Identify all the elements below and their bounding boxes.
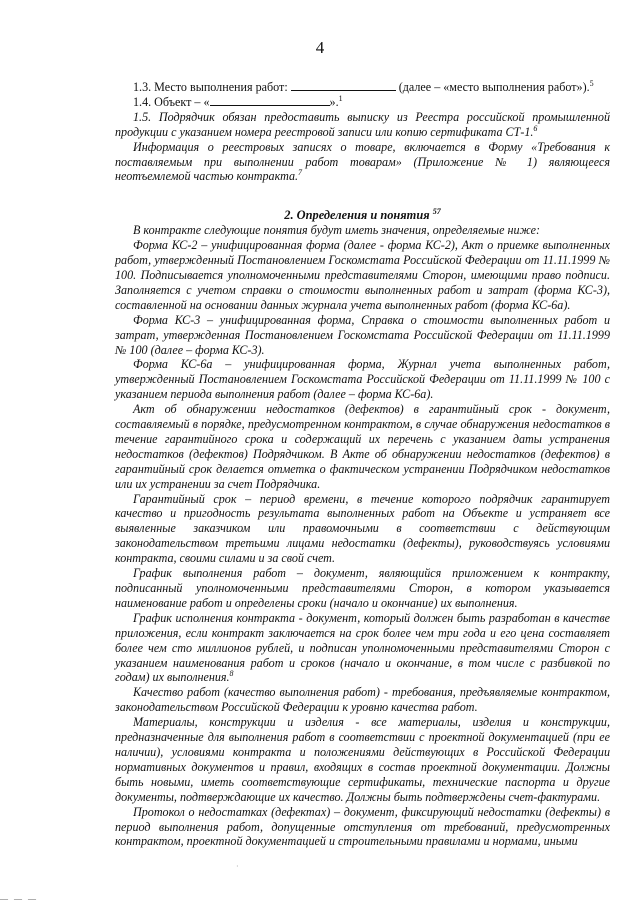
footnote-ref: 1	[338, 93, 343, 103]
section-heading: 2. Определения и понятия $^{57}$	[284, 207, 441, 223]
footnote-ref: 7	[298, 168, 303, 178]
definition-materials: Материалы, конструкции и изделия - все материалы, изделия и конструкции, предназначенные для выполнения работ в соответствии с проектной документацией (при ее наличии), условиями контракта и положениями действующих в Российской Федерации нормативных документов и правил, входящих в состав проектной документации. Должны быть новыми, иметь соответствующие сертификаты, технические паспорта и другие документы, подтверждающие их качество. Должны быть подтверждены счет-фактурами.	[115, 715, 610, 804]
footnote-ref: 57	[432, 207, 441, 217]
footer-dot: ·	[236, 862, 239, 871]
definition-defects-act: Акт об обнаружении недостатков (дефектов) в гарантийный срок - документ, составляемый в порядке, предусмотренном контрактом, в случае обнаружения недостатков в течение гарантийного срока и содержащий их перечень с указанием даты устранения недостатков (дефектов) Подрядчиком. В Акте об обнаружении недостатков (дефектов) в гарантийный срок делается отметка о фактическом устранении Подрядчиком недостатков или их устранении за счет Подрядчика.	[115, 402, 610, 491]
footer-marks: — — —	[0, 894, 38, 903]
footnote-ref: 8	[229, 669, 234, 679]
clause-1-4: 1.4. Объект – « ».$^1$	[133, 93, 343, 109]
clause-1-3: 1.3. Место выполнения работ: (далее – «место выполнения работ»).$^5$	[133, 78, 594, 94]
place-blank-line	[291, 80, 396, 91]
definition-quality: Качество работ (качество выполнения работ) - требования, предъявляемые контрактом, законодательством Российской Федерации к уровню качества работ.	[115, 685, 610, 715]
document-body	[115, 80, 610, 849]
definition-ks6a: Форма КС-6а – унифицированная форма, Журнал учета выполненных работ, утвержденный Постановлением Госкомстата Российской Федерации от 11.11.1999 № 100 с указанием периода выполнения работ (далее – форма КС-6а).	[115, 357, 610, 402]
definition-contract-schedule: График исполнения контракта - документ, который должен быть разработан в качестве приложения, если контракт заключается на срок более чем три года и его цена составляет более чем сто миллионов рублей, и подписан уполномоченными представителями Сторон с указанием наименования работ и сроков (начало и окончание, в том числе с разбивкой по годам) их выполнения.$^8$	[115, 610, 610, 685]
object-blank-line	[210, 95, 330, 106]
footnote-ref: 5	[589, 78, 594, 88]
definition-warranty: Гарантийный срок – период времени, в течение которого подрядчик гарантирует качество и пригодность результата выполненных работ на Объекте и устраняет все выявленные заказчиком или правомочными в соответствии с действующим законодательством третьими лицами недостатки (дефекты), руководствуясь условиями контракта, своими силами и за свой счет.	[115, 491, 610, 566]
clause-1-5: 1.5. Подрядчик обязан предоставить выписку из Реестра российской промышленной продукции с указанием номера реестровой записи или копию сертификата СТ-1.$^6$	[115, 109, 610, 139]
definition-work-schedule: График выполнения работ – документ, являющийся приложением к контракту, подписанный уполномоченными представителями Сторон, в котором указывается наименование работ и определены сроки (начало и окончание) их выполнения.	[115, 566, 610, 610]
definition-protocol: Протокол о недостатках (дефектах) – документ, фиксирующий недостатки (дефекты) в период выполнения работ, допущенные отступления от требований, предусмотренных контрактом, проектной документацией и строительными правилами и нормами, иными	[115, 804, 610, 849]
definition-ks3: Форма КС-3 – унифицированная форма, Справка о стоимости выполненных работ и затрат, утвержденная Постановлением Госкомстата Российской Федерации от 11.11.1999 № 100 (далее – форма КС-3).	[115, 312, 610, 357]
definitions-intro: В контракте следующие понятия будут иметь значения, определяемые ниже:	[133, 223, 541, 238]
definition-ks2: Форма КС-2 – унифицированная форма (далее - форма КС-2), Акт о приемке выполненных работ, утвержденный Постановлением Госкомстата Российской Федерации от 11.11.1999 № 100. Подписывается уполномоченными представителями Сторон, имеющими право подписи. Заполняется с учетом справки о стоимости выполненных работ и затрат (форма КС-3), составленной на основании данных журнала учета выполненных работ (форма КС-6а).	[115, 238, 610, 312]
footnote-ref: 6	[533, 123, 538, 133]
registry-info-paragraph: Информация о реестровых записях о товаре, включается в Форму «Требования к поставляемым при выполнении работ товарам» (Приложение № 1) являющееся неотъемлемой частью контракта.$^7$	[115, 139, 610, 184]
page-number: 4	[315, 38, 325, 57]
